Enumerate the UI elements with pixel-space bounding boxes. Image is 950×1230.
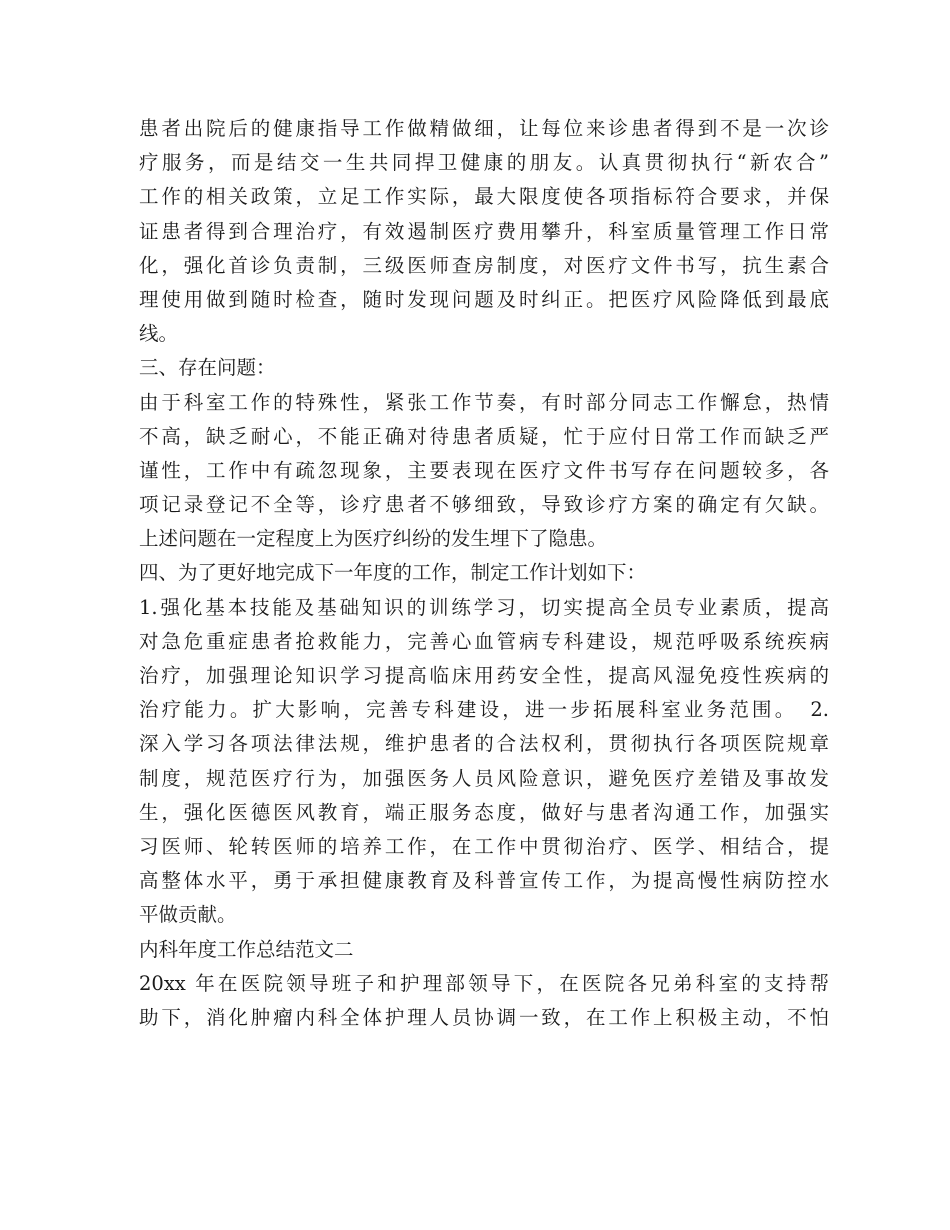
text-line: 治疗能力。扩大影响，完善专科建设，进一步拓展科室业务范围。 2. (139, 698, 829, 722)
text-line: 平做贡献。 (139, 903, 237, 927)
document-body (139, 112, 829, 1035)
text-line: 线。 (139, 322, 179, 346)
text-line: 不高，缺乏耐心，不能正确对待患者质疑，忙于应付日常工作而缺乏严 (139, 424, 829, 448)
text-line: 项记录登记不全等，诊疗患者不够细致，导致诊疗方案的确定有欠缺。 (139, 493, 829, 517)
text-line: 理使用做到随时检查，随时发现问题及时纠正。把医疗风险降低到最底 (139, 287, 829, 311)
text-line: 习医师、轮转医师的培养工作，在工作中贯彻治疗、医学、相结合，提 (139, 834, 829, 858)
text-line: 生，强化医德医风教育，端正服务态度，做好与患者沟通工作，加强实 (139, 800, 829, 824)
text-line: 制度，规范医疗行为，加强医务人员风险意识，避免医疗差错及事故发 (139, 766, 829, 790)
text-line: 证患者得到合理治疗，有效遏制医疗费用攀升，科室质量管理工作日常 (139, 219, 829, 243)
text-line: 内科年度工作总结范文二 (139, 937, 354, 961)
text-line: 1.强化基本技能及基础知识的训练学习，切实提高全员专业素质，提高 (139, 595, 829, 619)
text-line: 助下，消化肿瘤内科全体护理人员协调一致，在工作上积极主动，不怕 (139, 1005, 829, 1029)
text-line: 谨性，工作中有疏忽现象，主要表现在医疗文件书写存在问题较多，各 (139, 458, 829, 482)
text-line: 工作的相关政策，立足工作实际，最大限度使各项指标符合要求，并保 (139, 185, 829, 209)
text-line: 20xx 年在医院领导班子和护理部领导下，在医院各兄弟科室的支持帮 (139, 971, 829, 995)
text-line: 四、为了更好地完成下一年度的工作，制定工作计划如下： (139, 561, 647, 585)
text-line: 深入学习各项法律法规，维护患者的合法权利，贯彻执行各项医院规章 (139, 732, 829, 756)
text-line: 患者出院后的健康指导工作做精做细，让每位来诊患者得到不是一次诊 (139, 117, 829, 140)
text-line: 高整体水平，勇于承担健康教育及科普宣传工作，为提高慢性病防控水 (139, 869, 829, 893)
text-line: 上述问题在一定程度上为医疗纠纷的发生埋下了隐患。 (139, 527, 608, 551)
text-line: 化，强化首诊负责制，三级医师查房制度，对医疗文件书写，抗生素合 (139, 253, 829, 277)
text-line: 治疗，加强理论知识学习提高临床用药安全性，提高风湿免疫性疾病的 (139, 664, 829, 687)
text-line: 疗服务，而是结交一生共同捍卫健康的朋友。认真贯彻执行“新农合” (139, 151, 829, 175)
text-line: 对急危重症患者抢救能力，完善心血管病专科建设，规范呼吸系统疾病 (139, 629, 829, 653)
text-line: 由于科室工作的特殊性，紧张工作节奏，有时部分同志工作懈怠，热情 (139, 390, 829, 414)
text-line: 三、存在问题： (139, 356, 276, 380)
